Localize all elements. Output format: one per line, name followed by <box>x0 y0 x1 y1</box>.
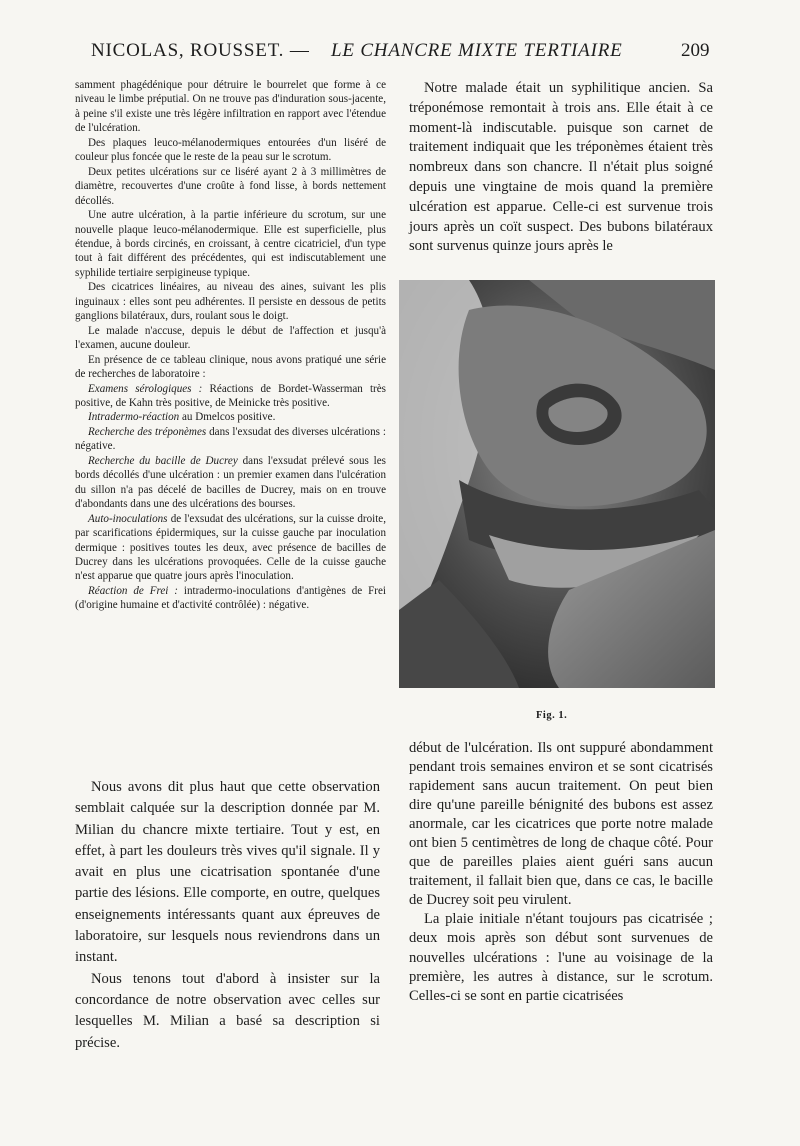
figure-caption: Fig. 1. <box>536 710 568 721</box>
paragraph: Des cicatrices linéaires, au niveau des aines, suivant les plis inguinaux : elles sont peu adhérentes. Il persiste en dessous de petits ganglions bilatéraux, durs, roulant sous le doigt. <box>75 281 386 323</box>
paragraph: Notre malade était un syphilitique ancien. Sa tréponémose remontait à trois ans. Elle était à ce moment-là indiscutable. puisque son carnet de traitement indiquait que les tréponèmes étaient très nombreux dans son chancre. Il n'était plus soigné depuis une vingtaine de mois quand la première ulcération est apparue. Celle-ci est survenue trois jours après un coït suspect. Des bubons bilatéraux sont survenus quinze jours après le <box>409 80 713 255</box>
label-ducrey: Recherche du bacille de Ducrey <box>88 454 238 467</box>
paragraph: En présence de ce tableau clinique, nous avons pratiqué une série de recherches de laboratoire : <box>75 353 386 381</box>
paragraph: samment phagédénique pour détruire le bourrelet que forme à ce niveau le limbe préputial. On ne trouve pas d'induration sous-jacente, à peine s'il existe une très légère infiltration en rapport avec l'étendue de l'ulcération. <box>75 79 386 135</box>
label-frei: Réaction de Frei : <box>88 584 178 597</box>
paragraph: Une autre ulcération, à la partie inférieure du scrotum, sur une nouvelle plaque leuco-mélanodermique. Elle est superficielle, plus étendue, à bords circinés, en croissant, à centre cicatriciel, d'un type tout à fait différent des précédentes, qui est indiscutablement une syphilide tertiaire serpigineuse typique. <box>75 209 386 279</box>
left-column-discussion <box>75 777 380 1054</box>
clinical-photograph <box>399 280 715 688</box>
paragraph-frei: Réaction de Frei : intradermo-inoculations d'antigènes de Frei (d'origine humaine et d'activité contrôlée) : négative. <box>75 584 386 612</box>
paragraph-auto-inoculations: Auto-inoculations de l'exsudat des ulcérations, sur la cuisse droite, par scarifications épidermiques, sur la cuisse gauche par inoculation dermique : positives toutes les deux, avec présence de bacilles de Ducrey dans les ulcérations provoquées. Celle de la cuisse gauche n'est apparue que quatre jours après l'inoculation. <box>75 512 386 583</box>
header-dash: — <box>289 40 310 61</box>
right-column-bottom <box>409 739 713 1006</box>
paragraph: Le malade n'accuse, depuis le début de l'affection et jusqu'à l'examen, aucune douleur. <box>75 324 386 352</box>
label-intradermo: Intradermo-réaction <box>88 411 180 424</box>
paragraph-intradermo: Intradermo-réaction au Dmelcos positive. <box>88 411 276 424</box>
label-serology: Examens sérologiques : <box>88 382 203 395</box>
label-treponemes: Recherche des tréponèmes <box>88 425 207 438</box>
paragraph: Nous avons dit plus haut que cette observation semblait calquée sur la description donnée par M. Milian du chancre mixte tertiaire. Tout y est, en effet, à part les douleurs très vives qu'il signale. Il y avait en plus une cicatrisation spontanée d'une partie des lésions. Elle comporte, en outre, quelques enseignements intéressants quant aux épreuves de laboratoire, sur lesquels nous reviendrons dans un instant. <box>75 779 380 966</box>
left-column-observation <box>75 78 386 613</box>
paragraph: Deux petites ulcérations sur ce liséré ayant 2 à 3 millimètres de diamètre, recouvertes d'une croûte à fond lisse, à bords nettement décollés. <box>75 165 386 207</box>
paragraph: La plaie initiale n'étant toujours pas cicatrisée ; deux mois après son début sont survenues de nouvelles ulcérations : l'une au voisinage de la première, les autres à distance, sur le scrotum. Celles-ci se sont en partie cicatrisées <box>409 911 713 1004</box>
photograph-rendering <box>399 280 715 688</box>
paragraph-treponemes: Recherche des tréponèmes dans l'exsudat des diverses ulcérations : négative. <box>75 425 386 453</box>
label-auto-inoculations: Auto-inoculations <box>88 512 168 525</box>
header-article-title: LE CHANCRE MIXTE TERTIAIRE <box>331 40 623 61</box>
paragraph: Des plaques leuco-mélanodermiques entourées d'un liséré de couleur plus foncée que le reste de la peau sur le scrotum. <box>75 136 386 164</box>
paragraph-ducrey: Recherche du bacille de Ducrey dans l'exsudat prélevé sous les bords décollés d'une ulcération : un premier examen dans l'ulcération du sillon n'a pas décelé de bacilles de Ducrey, mais on en trouve d'abondants dans une des ulcérations des bourses. <box>75 454 387 511</box>
right-column-top <box>409 79 713 257</box>
header-authors: NICOLAS, ROUSSET. — <box>91 40 310 61</box>
paragraph: Nous tenons tout d'abord à insister sur la concordance de notre observation avec celles sur lesquelles M. Milian a basé sa description si précise. <box>75 970 380 1051</box>
page-number: 209 <box>681 40 710 61</box>
paragraph-serology: Examens sérologiques : Réactions de Bordet-Wasserman très positive, de Kahn très positive, de Meinicke très positive. <box>75 382 386 409</box>
running-header <box>0 40 800 70</box>
paragraph: début de l'ulcération. Ils ont suppuré abondamment pendant trois semaines environ et se sont cicatrisés rapidement sans aucun traitement. On peut bien dire qu'une pareille bénignité des bubons est assez anormale, car les cicatrices que porte notre malade ont bien 5 centimètres de long de chaque côté. Pour que de pareilles plaies aient guéri sans aucun traitement, il fallait bien que, dans ce cas, le bacille de Ducrey soit peu virulent. <box>409 740 713 909</box>
